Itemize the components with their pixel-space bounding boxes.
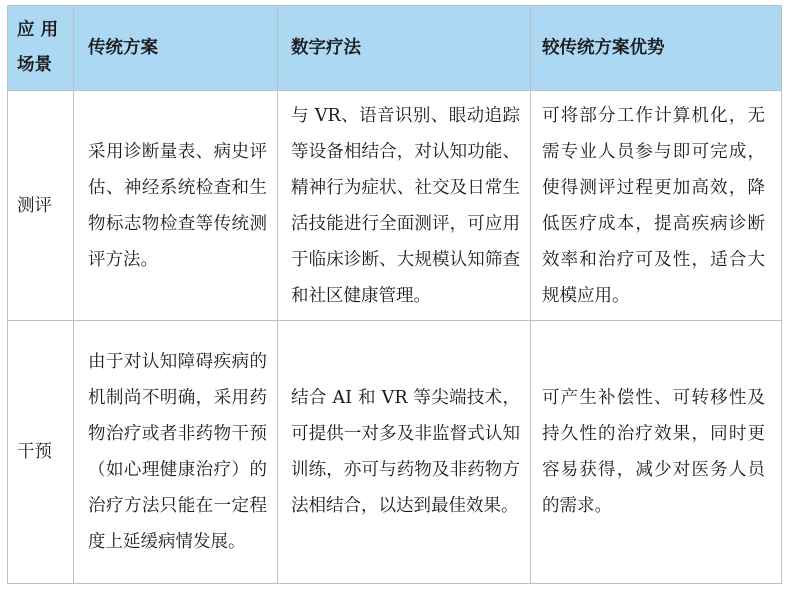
header-advantage: 较传统方案优势	[531, 6, 782, 91]
header-scenario	[8, 6, 74, 91]
table-body	[8, 91, 782, 584]
cell-advantage: 可将部分工作计算机化，无需专业人员参与即可完成，使得测评过程更加高效，降低医疗成本，提高疾病诊断效率和治疗可及性，适合大规模应用。	[531, 91, 782, 321]
table-row	[8, 321, 782, 584]
cell-digital: 结合 AI 和 VR 等尖端技术，可提供一对多及非监督式认知训练，亦可与药物及非药物方法相结合，以达到最佳效果。	[278, 321, 531, 584]
cell-scenario: 测评	[8, 91, 74, 321]
comparison-table-container	[7, 5, 781, 584]
cell-digital: 与 VR、语音识别、眼动追踪等设备相结合，对认知功能、精神行为症状、社交及日常生活技能进行全面测评，可应用于临床诊断、大规模认知筛查和社区健康管理。	[278, 91, 531, 321]
header-digital: 数字疗法	[278, 6, 531, 91]
cell-advantage: 可产生补偿性、可转移性及持久性的治疗效果，同时更容易获得，减少对医务人员的需求。	[531, 321, 782, 584]
table-row	[8, 91, 782, 321]
table-header	[8, 6, 782, 91]
header-traditional: 传统方案	[74, 6, 278, 91]
header-scenario-label: 应 用 场景	[17, 20, 59, 75]
cell-traditional: 采用诊断量表、病史评估、神经系统检查和生物标志物检查等传统测评方法。	[74, 91, 278, 321]
cell-traditional: 由于对认知障碍疾病的机制尚不明确，采用药物治疗或者非药物干预（如心理健康治疗）的治疗方法只能在一定程度上延缓病情发展。	[74, 321, 278, 584]
cell-scenario: 干预	[8, 321, 74, 584]
comparison-table	[7, 5, 782, 584]
header-row	[8, 6, 782, 91]
